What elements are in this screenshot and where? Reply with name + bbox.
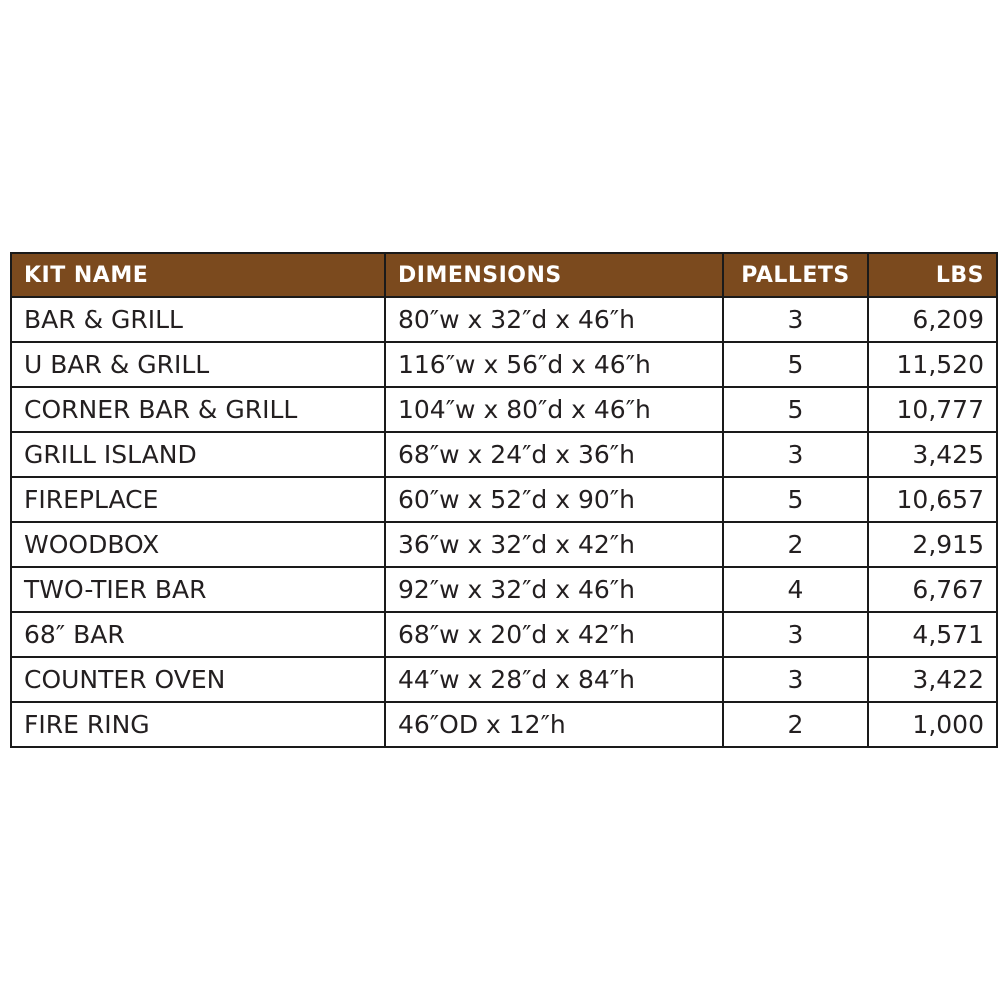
lbs-cell: 3,422 (868, 657, 997, 702)
kit-name-cell: FIREPLACE (11, 477, 385, 522)
table-header (11, 253, 997, 297)
lbs-cell: 11,520 (868, 342, 997, 387)
lbs-cell: 2,915 (868, 522, 997, 567)
kit-name-cell: GRILL ISLAND (11, 432, 385, 477)
lbs-cell: 4,571 (868, 612, 997, 657)
dimensions-cell: 44″w x 28″d x 84″h (385, 657, 723, 702)
table-row (11, 297, 997, 342)
dimensions-cell: 36″w x 32″d x 42″h (385, 522, 723, 567)
pallets-cell: 3 (723, 432, 868, 477)
pallets-cell: 5 (723, 342, 868, 387)
dimensions-cell: 60″w x 52″d x 90″h (385, 477, 723, 522)
kit-name-cell: U BAR & GRILL (11, 342, 385, 387)
header-row (11, 253, 997, 297)
pallets-cell: 3 (723, 612, 868, 657)
pallets-cell: 5 (723, 387, 868, 432)
table-row (11, 477, 997, 522)
dimensions-cell: 80″w x 32″d x 46″h (385, 297, 723, 342)
table-row (11, 612, 997, 657)
kit-name-cell: CORNER BAR & GRILL (11, 387, 385, 432)
lbs-cell: 6,209 (868, 297, 997, 342)
table-row (11, 387, 997, 432)
lbs-cell: 1,000 (868, 702, 997, 747)
kit-name-cell: BAR & GRILL (11, 297, 385, 342)
dimensions-cell: 104″w x 80″d x 46″h (385, 387, 723, 432)
table-row (11, 432, 997, 477)
pallets-cell: 2 (723, 702, 868, 747)
dimensions-cell: 92″w x 32″d x 46″h (385, 567, 723, 612)
dimensions-cell: 68″w x 20″d x 42″h (385, 612, 723, 657)
header-lbs: LBS (868, 253, 997, 297)
header-kit-name: KIT NAME (11, 253, 385, 297)
table-body (11, 297, 997, 747)
kit-specs-table (10, 252, 998, 748)
dimensions-cell: 46″OD x 12″h (385, 702, 723, 747)
header-pallets: PALLETS (723, 253, 868, 297)
table-row (11, 522, 997, 567)
table-row (11, 657, 997, 702)
kit-name-cell: COUNTER OVEN (11, 657, 385, 702)
table-row (11, 702, 997, 747)
kit-name-cell: 68″ BAR (11, 612, 385, 657)
dimensions-cell: 68″w x 24″d x 36″h (385, 432, 723, 477)
kit-name-cell: TWO-TIER BAR (11, 567, 385, 612)
pallets-cell: 4 (723, 567, 868, 612)
kit-name-cell: FIRE RING (11, 702, 385, 747)
lbs-cell: 6,767 (868, 567, 997, 612)
kit-name-cell: WOODBOX (11, 522, 385, 567)
table-row (11, 567, 997, 612)
dimensions-cell: 116″w x 56″d x 46″h (385, 342, 723, 387)
header-dimensions: DIMENSIONS (385, 253, 723, 297)
lbs-cell: 10,657 (868, 477, 997, 522)
lbs-cell: 10,777 (868, 387, 997, 432)
pallets-cell: 3 (723, 657, 868, 702)
pallets-cell: 2 (723, 522, 868, 567)
pallets-cell: 3 (723, 297, 868, 342)
lbs-cell: 3,425 (868, 432, 997, 477)
table-row (11, 342, 997, 387)
pallets-cell: 5 (723, 477, 868, 522)
